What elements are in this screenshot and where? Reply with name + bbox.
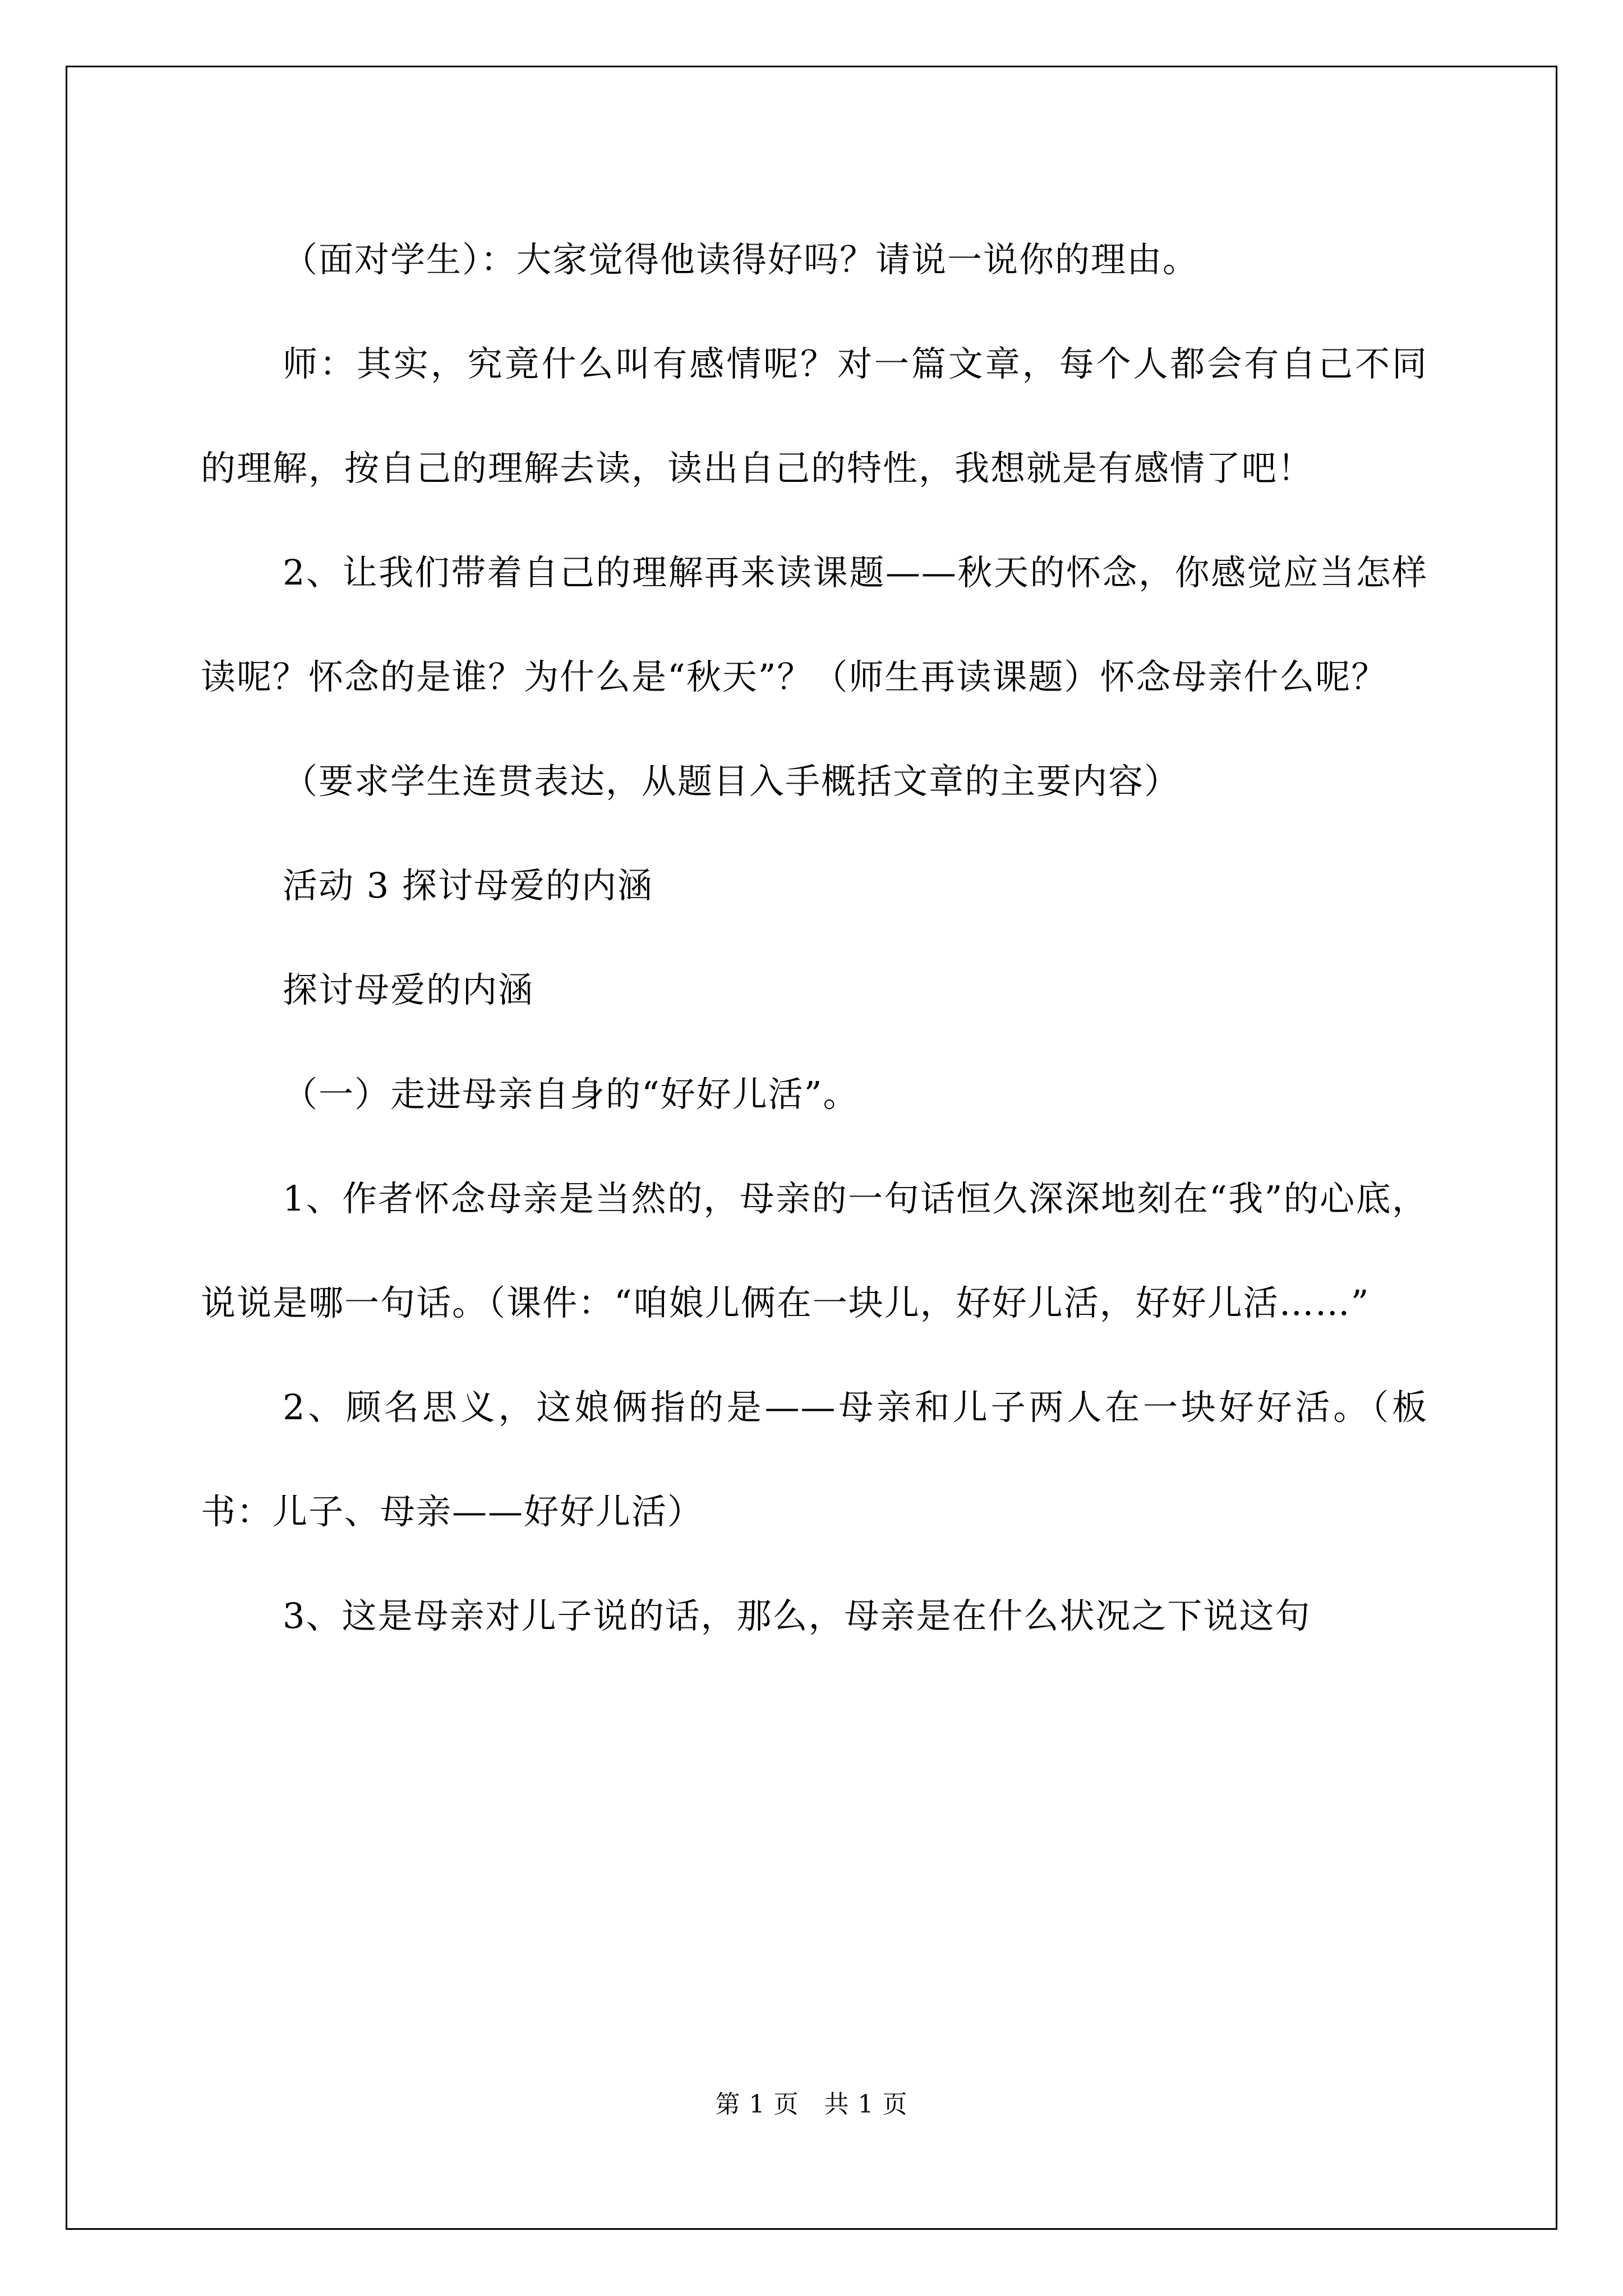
document-body <box>201 208 1428 1668</box>
subsection-heading: （一）走进母亲自身的“好好儿活”。 <box>283 1074 859 1115</box>
paragraph: （面对学生）：大家觉得他读得好吗？请说一说你的理由。 <box>283 239 1199 280</box>
paragraph: 2、让我们带着自己的理解再来读课题——秋天的怀念，你感觉应当怎样读呢？怀念的是谁？为什么是“秋天”？（师生再读课题）怀念母亲什么呢？ <box>201 552 1428 697</box>
page-footer: 第 1 页 共 1 页 <box>715 2090 908 2119</box>
section-subheading: 探讨母爱的内涵 <box>283 969 534 1010</box>
paragraph: 3、这是母亲对儿子说的话，那么，母亲是在什么状况之下说这句 <box>283 1595 1311 1636</box>
paragraph: （要求学生连贯表达，从题目入手概括文章的主要内容） <box>283 761 1181 802</box>
paragraph: 1、作者怀念母亲是当然的，母亲的一句话恒久深深地刻在“我”的心底，说说是哪一句话。（课件：“咱娘儿俩在一块儿，好好儿活，好好儿活……” <box>201 1178 1428 1323</box>
paragraph: 师：其实，究竟什么叫有感情呢？对一篇文章，每个人都会有自己不同的理解，按自己的理解去读，读出自己的特性，我想就是有感情了吧！ <box>201 343 1428 489</box>
section-heading: 活动 3 探讨母爱的内涵 <box>283 865 653 906</box>
paragraph: 2、顾名思义，这娘俩指的是——母亲和儿子两人在一块好好活。（板书：儿子、母亲——好好儿活） <box>201 1387 1428 1532</box>
